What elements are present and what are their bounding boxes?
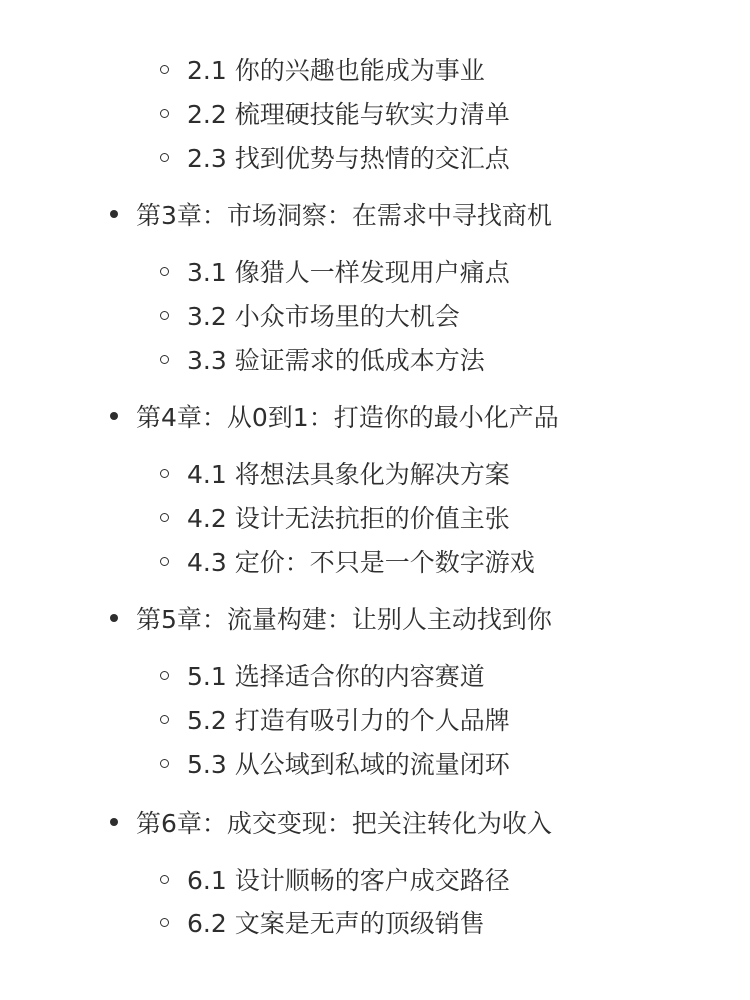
list-item-chapter-3 — [110, 197, 552, 233]
disc-bullet-icon — [110, 818, 118, 826]
list-item-chapter-6 — [110, 805, 552, 841]
section-label: 2.2 梳理硬技能与软实力清单 — [187, 100, 510, 129]
circle-bullet-icon — [160, 267, 169, 276]
list-item-section-2-2 — [160, 96, 510, 132]
list-item-section-4-3 — [160, 544, 535, 580]
circle-bullet-icon — [160, 153, 169, 162]
circle-bullet-icon — [160, 759, 169, 768]
list-item-section-4-2 — [160, 500, 510, 536]
disc-bullet-icon — [110, 614, 118, 622]
section-label: 5.1 选择适合你的内容赛道 — [187, 662, 485, 691]
section-label: 3.3 验证需求的低成本方法 — [187, 346, 485, 375]
list-item-section-3-1 — [160, 254, 510, 290]
list-item-section-2-3 — [160, 140, 510, 176]
list-item-section-4-1 — [160, 456, 510, 492]
list-item-chapter-5 — [110, 601, 552, 637]
section-label: 4.2 设计无法抗拒的价值主张 — [187, 504, 510, 533]
list-item-section-2-1 — [160, 52, 485, 88]
section-label: 6.1 设计顺畅的客户成交路径 — [187, 866, 510, 895]
circle-bullet-icon — [160, 875, 169, 884]
circle-bullet-icon — [160, 65, 169, 74]
section-label: 5.3 从公域到私域的流量闭环 — [187, 750, 510, 779]
list-item-section-3-3 — [160, 342, 485, 378]
circle-bullet-icon — [160, 311, 169, 320]
circle-bullet-icon — [160, 469, 169, 478]
circle-bullet-icon — [160, 918, 169, 927]
list-item-section-6-1 — [160, 862, 510, 898]
section-label: 3.1 像猎人一样发现用户痛点 — [187, 258, 510, 287]
list-item-section-6-2 — [160, 905, 485, 941]
circle-bullet-icon — [160, 715, 169, 724]
section-label: 3.2 小众市场里的大机会 — [187, 302, 460, 331]
chapter-title: 第5章：流量构建：让别人主动找到你 — [136, 605, 552, 634]
section-label: 2.3 找到优势与热情的交汇点 — [187, 144, 510, 173]
section-label: 2.1 你的兴趣也能成为事业 — [187, 56, 485, 85]
circle-bullet-icon — [160, 671, 169, 680]
disc-bullet-icon — [110, 210, 118, 218]
circle-bullet-icon — [160, 513, 169, 522]
circle-bullet-icon — [160, 355, 169, 364]
list-item-section-5-2 — [160, 702, 510, 738]
section-label: 4.3 定价：不只是一个数字游戏 — [187, 548, 535, 577]
list-item-section-5-3 — [160, 746, 510, 782]
list-item-section-3-2 — [160, 298, 460, 334]
section-label: 5.2 打造有吸引力的个人品牌 — [187, 706, 510, 735]
chapter-title: 第4章：从0到1：打造你的最小化产品 — [136, 403, 559, 432]
circle-bullet-icon — [160, 557, 169, 566]
circle-bullet-icon — [160, 109, 169, 118]
chapter-title: 第6章：成交变现：把关注转化为收入 — [136, 809, 552, 838]
section-label: 4.1 将想法具象化为解决方案 — [187, 460, 510, 489]
list-item-chapter-4 — [110, 399, 559, 435]
disc-bullet-icon — [110, 412, 118, 420]
list-item-section-5-1 — [160, 658, 485, 694]
section-label: 6.2 文案是无声的顶级销售 — [187, 909, 485, 938]
chapter-title: 第3章：市场洞察：在需求中寻找商机 — [136, 201, 552, 230]
